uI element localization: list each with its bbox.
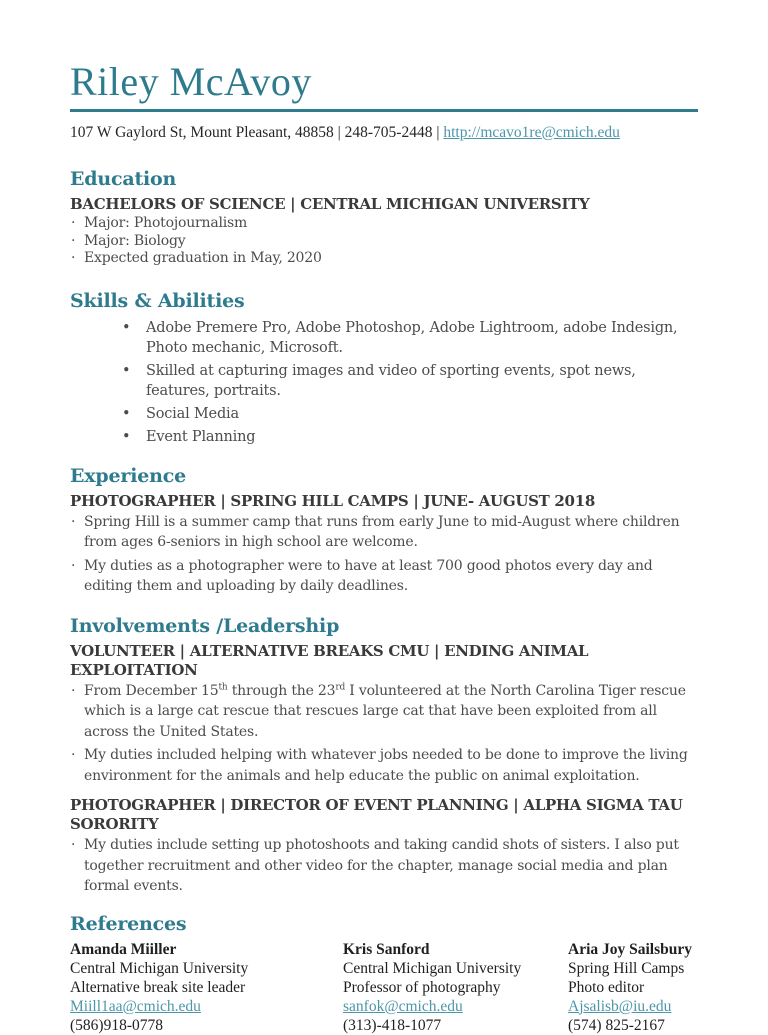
contact-phone: 248-705-2448: [344, 124, 433, 141]
education-bullet-text: Major: Biology: [84, 232, 186, 249]
education-bullet-list: [70, 215, 698, 268]
involvement-entry2-title: PHOTOGRAPHER | DIRECTOR OF EVENT PLANNING | ALPHA SIGMA TAU SORORITY: [70, 796, 683, 833]
involvement-entry1-bullet-list: [70, 681, 698, 787]
reference-role: Alternative break site leader: [70, 978, 246, 996]
education-bullet: [70, 250, 698, 268]
reference-name: Amanda Miiller: [70, 940, 177, 958]
bullet-text-part: I volunteered at the North Carolina Tiger rescue which is a large cat rescue that rescues large cat that have been exploited from all across the United States.: [84, 682, 686, 740]
section-heading-references: References: [70, 912, 187, 935]
reference-role: Professor of photography: [343, 978, 501, 996]
skills-bullet-text: Adobe Premere Pro, Adobe Photoshop, Adobe Lightroom, adobe Indesign, Photo mechanic, Microsoft.: [146, 319, 678, 356]
reference-card: [70, 940, 343, 1035]
round-bullet-icon: •: [122, 405, 131, 422]
dot-bullet-icon: ·: [71, 682, 76, 699]
reference-name: Aria Joy Sailsbury: [568, 940, 693, 958]
dot-bullet-icon: ·: [71, 747, 76, 763]
involvement-bullet: [70, 745, 698, 786]
involvement-bullet-text: My duties included helping with whatever jobs needed to be done to improve the living environment for the animals and help educate the public on animal exploitation.: [84, 747, 688, 784]
skills-bullet-list: [70, 318, 698, 447]
bullet-text-part: through the 23: [227, 682, 336, 699]
involvement-bullet: [70, 681, 698, 743]
reference-email-link[interactable]: Miill1aa@cmich.edu: [70, 997, 201, 1015]
dot-bullet-icon: ·: [71, 250, 76, 266]
skills-bullet: [120, 361, 698, 401]
involvement-entry2-bullet-list: [70, 835, 698, 897]
dot-bullet-icon: ·: [71, 837, 76, 853]
involvement-bullet-text: [84, 683, 686, 740]
education-bullet-text: Expected graduation in May, 2020: [84, 250, 322, 266]
dot-bullet-icon: ·: [71, 557, 76, 574]
involvement-bullet: [70, 835, 698, 897]
contact-line: [70, 123, 698, 142]
reference-email-row: [343, 997, 568, 1016]
education-bullet-text: Major: Photojournalism: [84, 215, 248, 231]
dot-bullet-icon: ·: [71, 513, 76, 530]
involvement-bullet-text: My duties include setting up photoshoots and taking candid shots of sisters. I also put together recruitment and other video for the chapter, manage social media and plan formal events.: [84, 837, 679, 894]
ordinal-suffix: th: [218, 681, 228, 692]
education-bullet: [70, 233, 698, 251]
experience-bullet-text: Spring Hill is a summer camp that runs from early June to mid-August where children from ages 6-seniors in high school are welcome.: [84, 513, 680, 550]
section-heading-involvements: Involvements /Leadership: [70, 614, 340, 637]
dot-bullet-icon: ·: [71, 215, 76, 231]
experience-bullet: [70, 512, 698, 553]
reference-phone: (313)-418-1077: [343, 1016, 442, 1034]
reference-role: Photo editor: [568, 978, 645, 996]
round-bullet-icon: •: [122, 319, 131, 336]
involvement-entry1-title: VOLUNTEER | ALTERNATIVE BREAKS CMU | ENDING ANIMAL EXPLOITATION: [70, 641, 589, 679]
education-bullet: [70, 215, 698, 233]
reference-email-row: [568, 997, 698, 1016]
section-heading-education: Education: [70, 168, 177, 190]
skills-bullet-text: Skilled at capturing images and video of sporting events, spot news, features, portraits.: [146, 362, 636, 399]
reference-org: Spring Hill Camps: [568, 959, 685, 977]
experience-bullet-text: My duties as a photographer were to have at least 700 good photos every day and editing them and uploading by daily deadlines.: [84, 557, 653, 594]
reference-card: [343, 940, 568, 1035]
reference-phone: (574) 825-2167: [568, 1016, 665, 1034]
reference-phone: (586)918-0778: [70, 1016, 163, 1034]
education-degree-title: BACHELORS OF SCIENCE | CENTRAL MICHIGAN UNIVERSITY: [70, 195, 590, 213]
reference-email-row: [70, 997, 343, 1016]
skills-bullet: [120, 427, 698, 447]
dot-bullet-icon: ·: [71, 232, 76, 249]
reference-name: Kris Sanford: [343, 940, 430, 958]
resume-content: [70, 0, 698, 1035]
skills-bullet: [120, 318, 698, 358]
experience-bullet-list: [70, 512, 698, 597]
contact-separator: |: [333, 124, 345, 141]
reference-email-link[interactable]: sanfok@cmich.edu: [343, 997, 463, 1015]
skills-bullet: [120, 404, 698, 424]
ordinal-suffix: rd: [335, 681, 346, 692]
page-title: Riley McAvoy: [70, 59, 312, 104]
contact-address: 107 W Gaylord St, Mount Pleasant, 48858: [70, 124, 334, 141]
experience-job-title: PHOTOGRAPHER | SPRING HILL CAMPS | JUNE- AUGUST 2018: [70, 491, 595, 510]
reference-org: Central Michigan University: [70, 959, 249, 977]
skills-bullet-text: Social Media: [146, 405, 239, 422]
references-columns: [70, 940, 698, 1035]
reference-email-link[interactable]: Ajsalisb@iu.edu: [568, 997, 672, 1015]
round-bullet-icon: •: [122, 362, 131, 379]
bullet-text-part: From December 15: [84, 682, 219, 699]
contact-separator: |: [432, 124, 444, 141]
contact-email-link[interactable]: http://mcavo1re@cmich.edu: [443, 124, 620, 141]
header-divider: [70, 109, 698, 112]
reference-org: Central Michigan University: [343, 959, 522, 977]
round-bullet-icon: •: [122, 428, 131, 445]
reference-card: [568, 940, 698, 1035]
section-heading-skills: Skills & Abilities: [70, 289, 245, 312]
experience-bullet: [70, 556, 698, 597]
section-heading-experience: Experience: [70, 464, 186, 487]
skills-bullet-text: Event Planning: [146, 428, 256, 445]
